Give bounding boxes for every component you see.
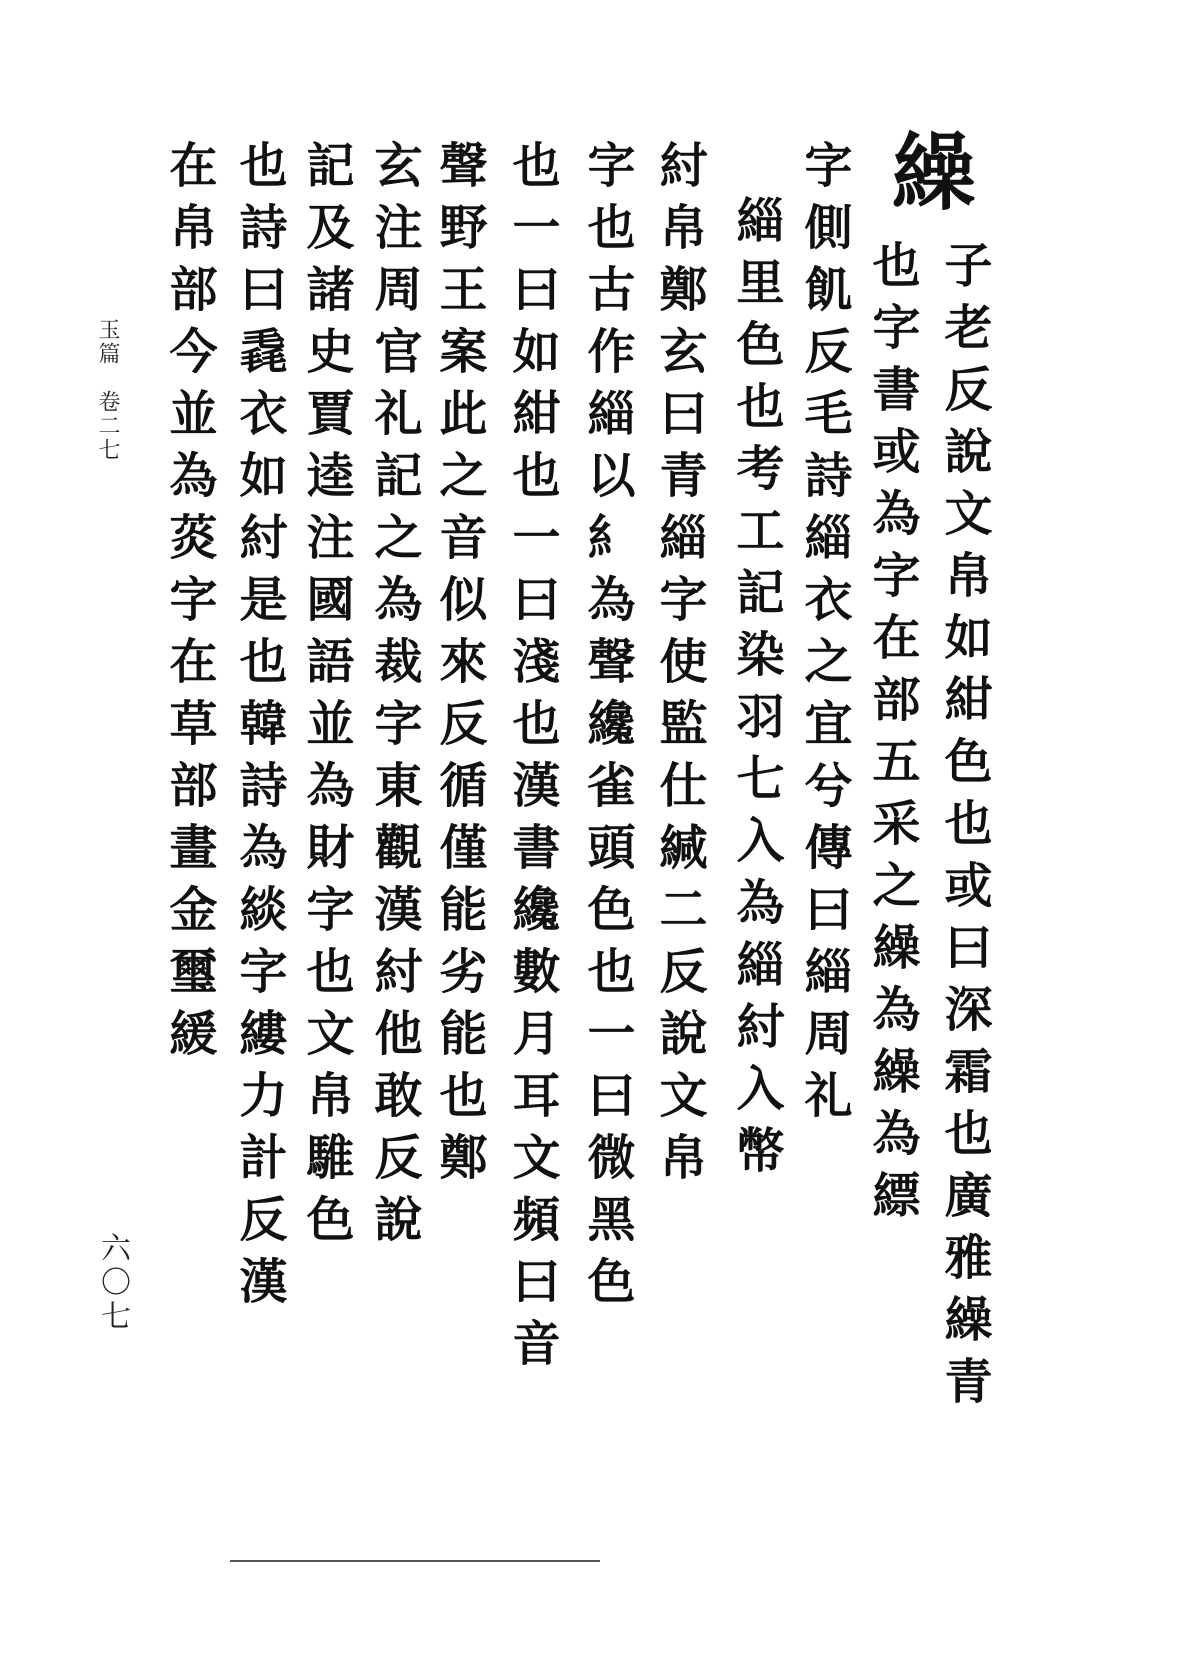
text-column-8: 聲野王案此之音似來反循僅能劣能也鄭 (431, 140, 487, 1194)
text-column-6: 字也古作緇以糹為聲纔雀頭色也一曰微黑色 (579, 140, 635, 1318)
page-number: 六〇七 (95, 1232, 130, 1334)
text-column-5: 紂帛鄭玄曰青緇字使監仕緘二反說文帛 (651, 140, 707, 1194)
book-title: 玉篇 卷二七 (95, 318, 120, 462)
text-column-2: 也字書或為字在部五采之繰為繰為縹 (864, 240, 920, 1232)
text-column-9: 玄注周官礼記之為裁字東觀漢紂他敢反說 (366, 140, 422, 1256)
bottom-scan-mark-right (410, 1560, 600, 1562)
bottom-scan-mark-left (230, 1560, 410, 1562)
head-character-1: 繰 (878, 128, 977, 212)
text-column-1: 子老反說文帛如紺色也或曰深霜也廣雅繰青 (936, 240, 992, 1418)
text-column-10: 記及諸史賈逵注國語並為財字也文帛騅色 (298, 140, 354, 1256)
text-column-3: 字側飢反毛詩緇衣之宜兮傳曰緇周礼 (796, 140, 852, 1132)
text-column-4: 緇里色也考工記染羽七入為緇紂入幣 (728, 195, 784, 1187)
text-column-7: 也一曰如紺也一曰淺也漢書纔數月耳文頻曰音 (504, 140, 560, 1380)
text-column-11: 也詩曰毳衣如紂是也韓詩為緂字縷力計反漢 (231, 140, 287, 1318)
text-column-12: 在帛部今並為菼字在草部畫金璽緩 (161, 140, 217, 1070)
